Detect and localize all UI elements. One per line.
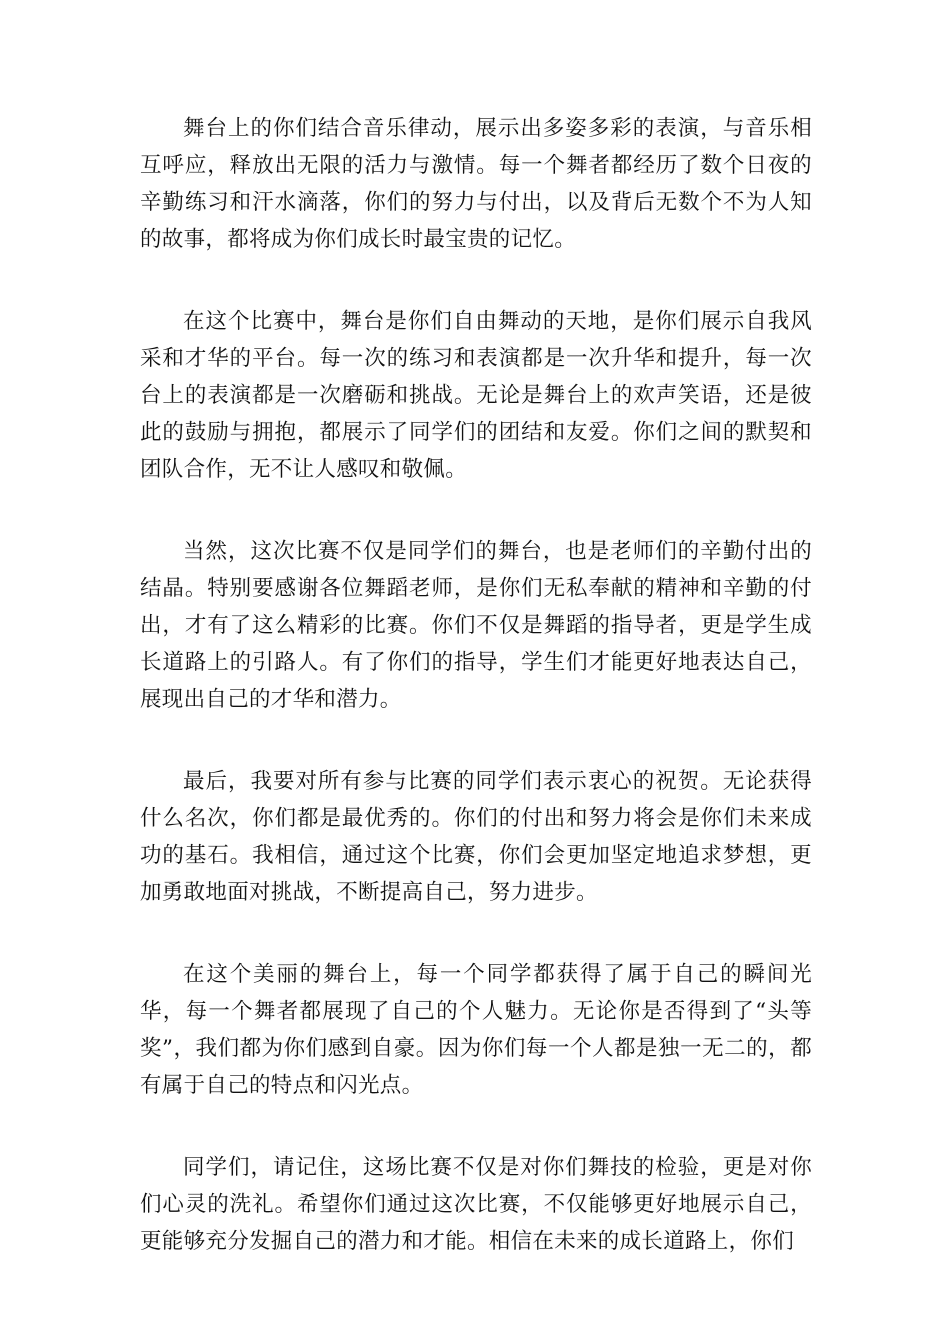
paragraph-4: 最后，我要对所有参与比赛的同学们表示衷心的祝贺。无论获得什么名次，你们都是最优秀的。你们的付出和努力将会是你们未来成功的基石。我相信，通过这个比赛，你们会更加坚定地追求梦想，更加勇敢地面对挑战，不断提高自己，努力进步。 (140, 769, 812, 905)
paragraph-6: 同学们，请记住，这场比赛不仅是对你们舞技的检验，更是对你们心灵的洗礼。希望你们通过这次比赛，不仅能够更好地展示自己，更能够充分发掘自己的潜力和才能。相信在未来的成长道路上，你们 (140, 1155, 812, 1254)
paragraph-1: 舞台上的你们结合音乐律动，展示出多姿多彩的表演，与音乐相互呼应，释放出无限的活力与激情。每一个舞者都经历了数个日夜的辛勤练习和汗水滴落，你们的努力与付出，以及背后无数个不为人知的故事，都将成为你们成长时最宝贵的记忆。 (140, 116, 812, 252)
document-body (140, 110, 812, 1305)
paragraph-3: 当然，这次比赛不仅是同学们的舞台，也是老师们的辛勤付出的结晶。特别要感谢各位舞蹈老师，是你们无私奉献的精神和辛勤的付出，才有了这么精彩的比赛。你们不仅是舞蹈的指导者，更是学生成长道路上的引路人。有了你们的指导，学生们才能更好地表达自己，展现出自己的才华和潜力。 (140, 539, 812, 712)
paragraph-2: 在这个比赛中，舞台是你们自由舞动的天地，是你们展示自我风采和才华的平台。每一次的练习和表演都是一次升华和提升，每一次台上的表演都是一次磨砺和挑战。无论是舞台上的欢声笑语，还是彼此的鼓励与拥抱，都展示了同学们的团结和友爱。你们之间的默契和团队合作，无不让人感叹和敬佩。 (140, 309, 812, 482)
paragraph-5: 在这个美丽的舞台上，每一个同学都获得了属于自己的瞬间光华，每一个舞者都展现了自己的个人魅力。无论你是否得到了“头等奖”，我们都为你们感到自豪。因为你们每一个人都是独一无二的，都有属于自己的特点和闪光点。 (140, 962, 812, 1098)
